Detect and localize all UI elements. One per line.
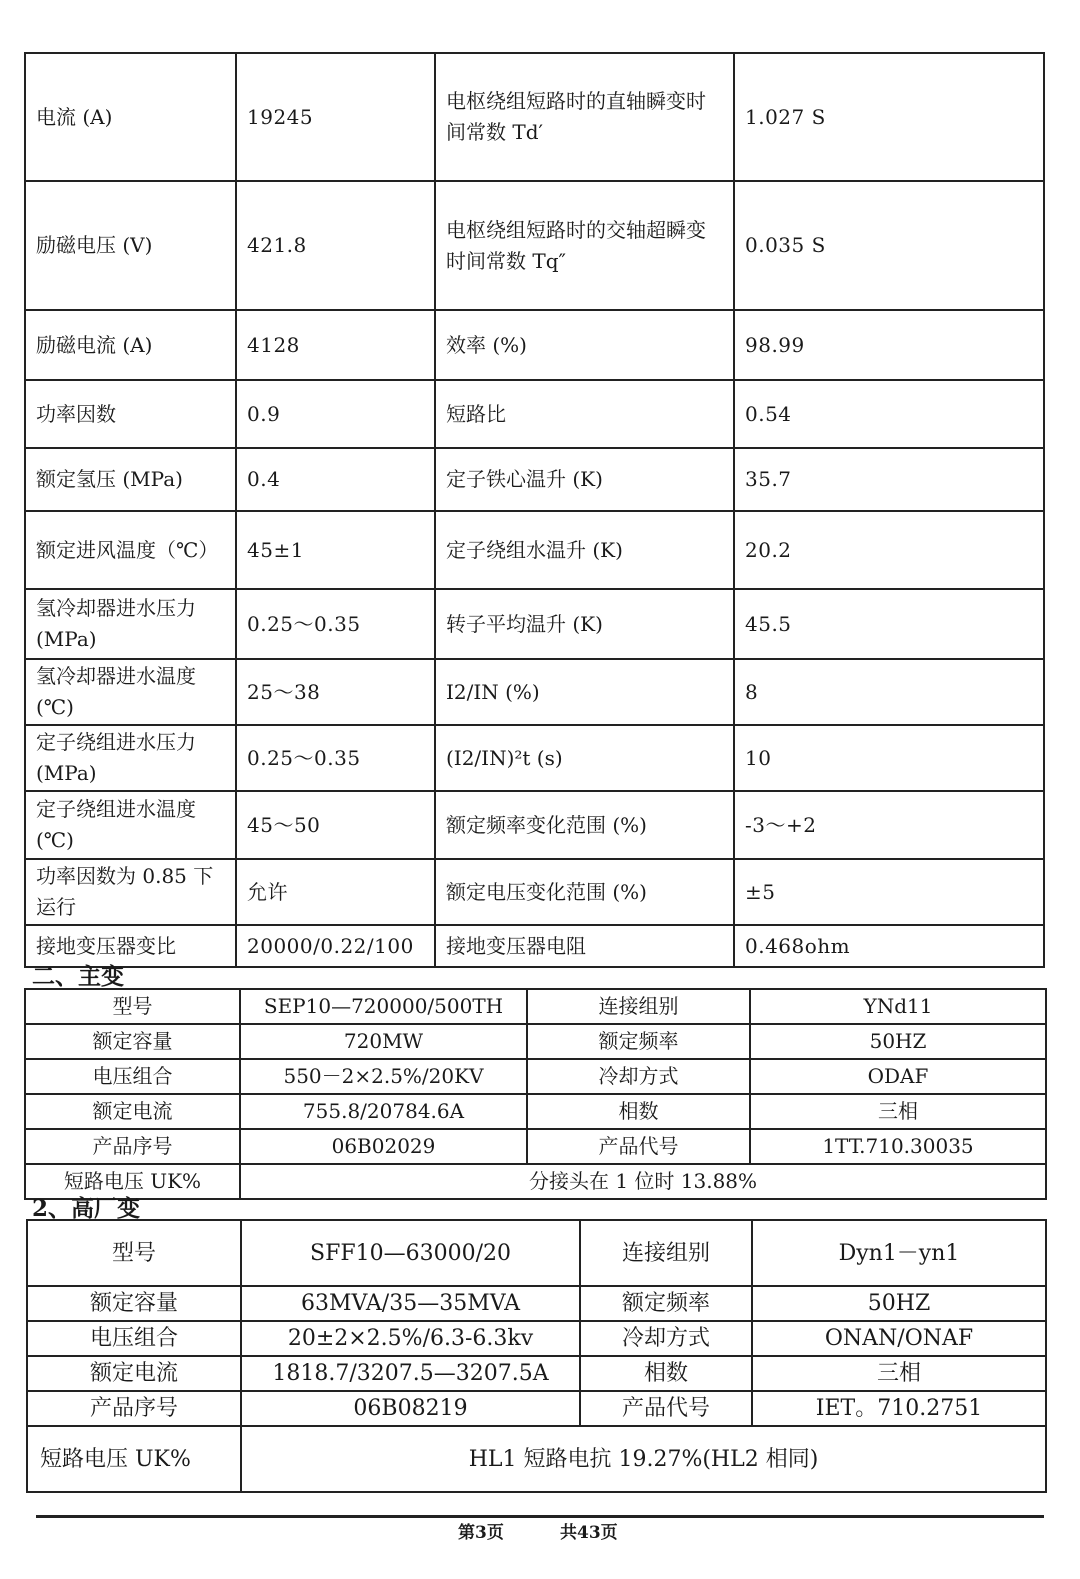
field-value-cell: 550－2×2.5%/20KV [240, 1059, 527, 1094]
field-value-cell: ODAF [750, 1059, 1046, 1094]
field-label-cell: 产品序号 [25, 1129, 240, 1164]
param-name-cell: 功率因数为 0.85 下运行 [25, 859, 236, 925]
field-value-cell: 720MW [240, 1024, 527, 1059]
table-row [25, 725, 1044, 791]
param-value-cell: 25～38 [236, 659, 435, 725]
param-name-cell: 定子绕组进水压力(MPa) [25, 725, 236, 791]
field-label-cell: 额定频率 [527, 1024, 750, 1059]
param-name-cell: 电枢绕组短路时的直轴瞬变时间常数 Td′ [435, 53, 734, 181]
field-value-cell: 分接头在 1 位时 13.88% [240, 1164, 1046, 1199]
field-label-cell: 冷却方式 [580, 1321, 752, 1356]
section-title-station-transformer: 2、高厂变 [32, 1195, 141, 1222]
param-name-cell: 转子平均温升 (K) [435, 589, 734, 659]
table-row [27, 1426, 1046, 1492]
field-value-cell: ONAN/ONAF [752, 1321, 1046, 1356]
param-name-cell: 氢冷却器进水压力(MPa) [25, 589, 236, 659]
field-label-cell: 连接组别 [580, 1220, 752, 1286]
table-row [25, 181, 1044, 310]
field-value-cell: 三相 [752, 1356, 1046, 1391]
field-label-cell: 短路电压 UK% [25, 1164, 240, 1199]
field-value-cell: HL1 短路电抗 19.27%(HL2 相同) [241, 1426, 1046, 1492]
table-row [25, 1129, 1046, 1164]
param-name-cell: 额定氢压 (MPa) [25, 448, 236, 511]
table-row [25, 448, 1044, 511]
param-value-cell: ±5 [734, 859, 1044, 925]
param-name-cell: 额定进风温度（℃） [25, 511, 236, 589]
field-value-cell: SEP10—720000/500TH [240, 989, 527, 1024]
param-value-cell: 0.54 [734, 380, 1044, 448]
param-value-cell: 20000/0.22/100 [236, 925, 435, 967]
table-row [25, 859, 1044, 925]
table-row [25, 1094, 1046, 1129]
field-value-cell: Dyn1－yn1 [752, 1220, 1046, 1286]
param-value-cell: 19245 [236, 53, 435, 181]
param-value-cell: 35.7 [734, 448, 1044, 511]
param-value-cell: 10 [734, 725, 1044, 791]
param-value-cell: 98.99 [734, 310, 1044, 380]
field-label-cell: 产品代号 [580, 1391, 752, 1426]
table-row [27, 1286, 1046, 1321]
table-row [25, 1059, 1046, 1094]
table-row [25, 1164, 1046, 1199]
param-value-cell: 421.8 [236, 181, 435, 310]
param-name-cell: I2/IN (%) [435, 659, 734, 725]
param-value-cell: 允许 [236, 859, 435, 925]
station-transformer-table [26, 1219, 1047, 1493]
field-label-cell: 短路电压 UK% [27, 1426, 241, 1492]
param-value-cell: 4128 [236, 310, 435, 380]
param-name-cell: 励磁电流 (A) [25, 310, 236, 380]
page-number: 第3页 [458, 1523, 504, 1543]
field-value-cell: 06B02029 [240, 1129, 527, 1164]
param-value-cell: 45.5 [734, 589, 1044, 659]
field-label-cell: 相数 [580, 1356, 752, 1391]
field-value-cell: 1TT.710.30035 [750, 1129, 1046, 1164]
table-row [27, 1356, 1046, 1391]
field-value-cell: IET。710.2751 [752, 1391, 1046, 1426]
param-name-cell: 定子绕组进水温度 (℃) [25, 791, 236, 859]
table-row [25, 310, 1044, 380]
field-value-cell: 1818.7/3207.5—3207.5A [241, 1356, 580, 1391]
field-label-cell: 额定电流 [27, 1356, 241, 1391]
param-name-cell: 额定电压变化范围 (%) [435, 859, 734, 925]
param-value-cell: 1.027 S [734, 53, 1044, 181]
field-label-cell: 额定容量 [27, 1286, 241, 1321]
param-value-cell: -3～+2 [734, 791, 1044, 859]
table-row [27, 1391, 1046, 1426]
field-label-cell: 额定容量 [25, 1024, 240, 1059]
field-value-cell: 63MVA/35—35MVA [241, 1286, 580, 1321]
table-row [25, 659, 1044, 725]
field-label-cell: 电压组合 [25, 1059, 240, 1094]
field-label-cell: 产品序号 [27, 1391, 241, 1426]
param-name-cell: 定子绕组水温升 (K) [435, 511, 734, 589]
field-label-cell: 额定电流 [25, 1094, 240, 1129]
table-row [27, 1321, 1046, 1356]
table-row [27, 1220, 1046, 1286]
field-value-cell: 50HZ [752, 1286, 1046, 1321]
param-name-cell: 电流 (A) [25, 53, 236, 181]
param-name-cell: 定子铁心温升 (K) [435, 448, 734, 511]
param-name-cell: 短路比 [435, 380, 734, 448]
param-value-cell: 0.035 S [734, 181, 1044, 310]
param-value-cell: 0.25～0.35 [236, 589, 435, 659]
field-value-cell: 50HZ [750, 1024, 1046, 1059]
table-row [25, 511, 1044, 589]
param-name-cell: 氢冷却器进水温度 (℃) [25, 659, 236, 725]
section-title-main-transformer: 二、主变 [32, 963, 124, 990]
field-label-cell: 相数 [527, 1094, 750, 1129]
field-value-cell: SFF10—63000/20 [241, 1220, 580, 1286]
field-label-cell: 产品代号 [527, 1129, 750, 1164]
param-value-cell: 0.25～0.35 [236, 725, 435, 791]
table-row [25, 989, 1046, 1024]
param-name-cell: 接地变压器变比 [25, 925, 236, 967]
param-name-cell: 效率 (%) [435, 310, 734, 380]
field-value-cell: 三相 [750, 1094, 1046, 1129]
table-row [25, 589, 1044, 659]
param-name-cell: 电枢绕组短路时的交轴超瞬变时间常数 Tq″ [435, 181, 734, 310]
main-transformer-table [24, 988, 1047, 1200]
param-name-cell: 额定频率变化范围 (%) [435, 791, 734, 859]
param-value-cell: 45±1 [236, 511, 435, 589]
field-value-cell: 20±2×2.5%/6.3-6.3kv [241, 1321, 580, 1356]
param-value-cell: 20.2 [734, 511, 1044, 589]
param-value-cell: 0.468ohm [734, 925, 1044, 967]
page-total: 共43页 [560, 1523, 618, 1543]
field-label-cell: 连接组别 [527, 989, 750, 1024]
param-name-cell: 接地变压器电阻 [435, 925, 734, 967]
field-label-cell: 冷却方式 [527, 1059, 750, 1094]
field-label-cell: 型号 [27, 1220, 241, 1286]
table-row [25, 791, 1044, 859]
field-value-cell: 06B08219 [241, 1391, 580, 1426]
table-row [25, 380, 1044, 448]
table-row [25, 925, 1044, 967]
footer-rule [36, 1515, 1044, 1518]
table-row [25, 53, 1044, 181]
field-value-cell: YNd11 [750, 989, 1046, 1024]
field-value-cell: 755.8/20784.6A [240, 1094, 527, 1129]
param-name-cell: 功率因数 [25, 380, 236, 448]
param-value-cell: 0.9 [236, 380, 435, 448]
param-name-cell: 励磁电压 (V) [25, 181, 236, 310]
param-name-cell: (I2/IN)²t (s) [435, 725, 734, 791]
param-value-cell: 8 [734, 659, 1044, 725]
param-value-cell: 0.4 [236, 448, 435, 511]
field-label-cell: 额定频率 [580, 1286, 752, 1321]
table-row [25, 1024, 1046, 1059]
field-label-cell: 型号 [25, 989, 240, 1024]
param-value-cell: 45～50 [236, 791, 435, 859]
generator-parameters-table [24, 52, 1045, 968]
field-label-cell: 电压组合 [27, 1321, 241, 1356]
